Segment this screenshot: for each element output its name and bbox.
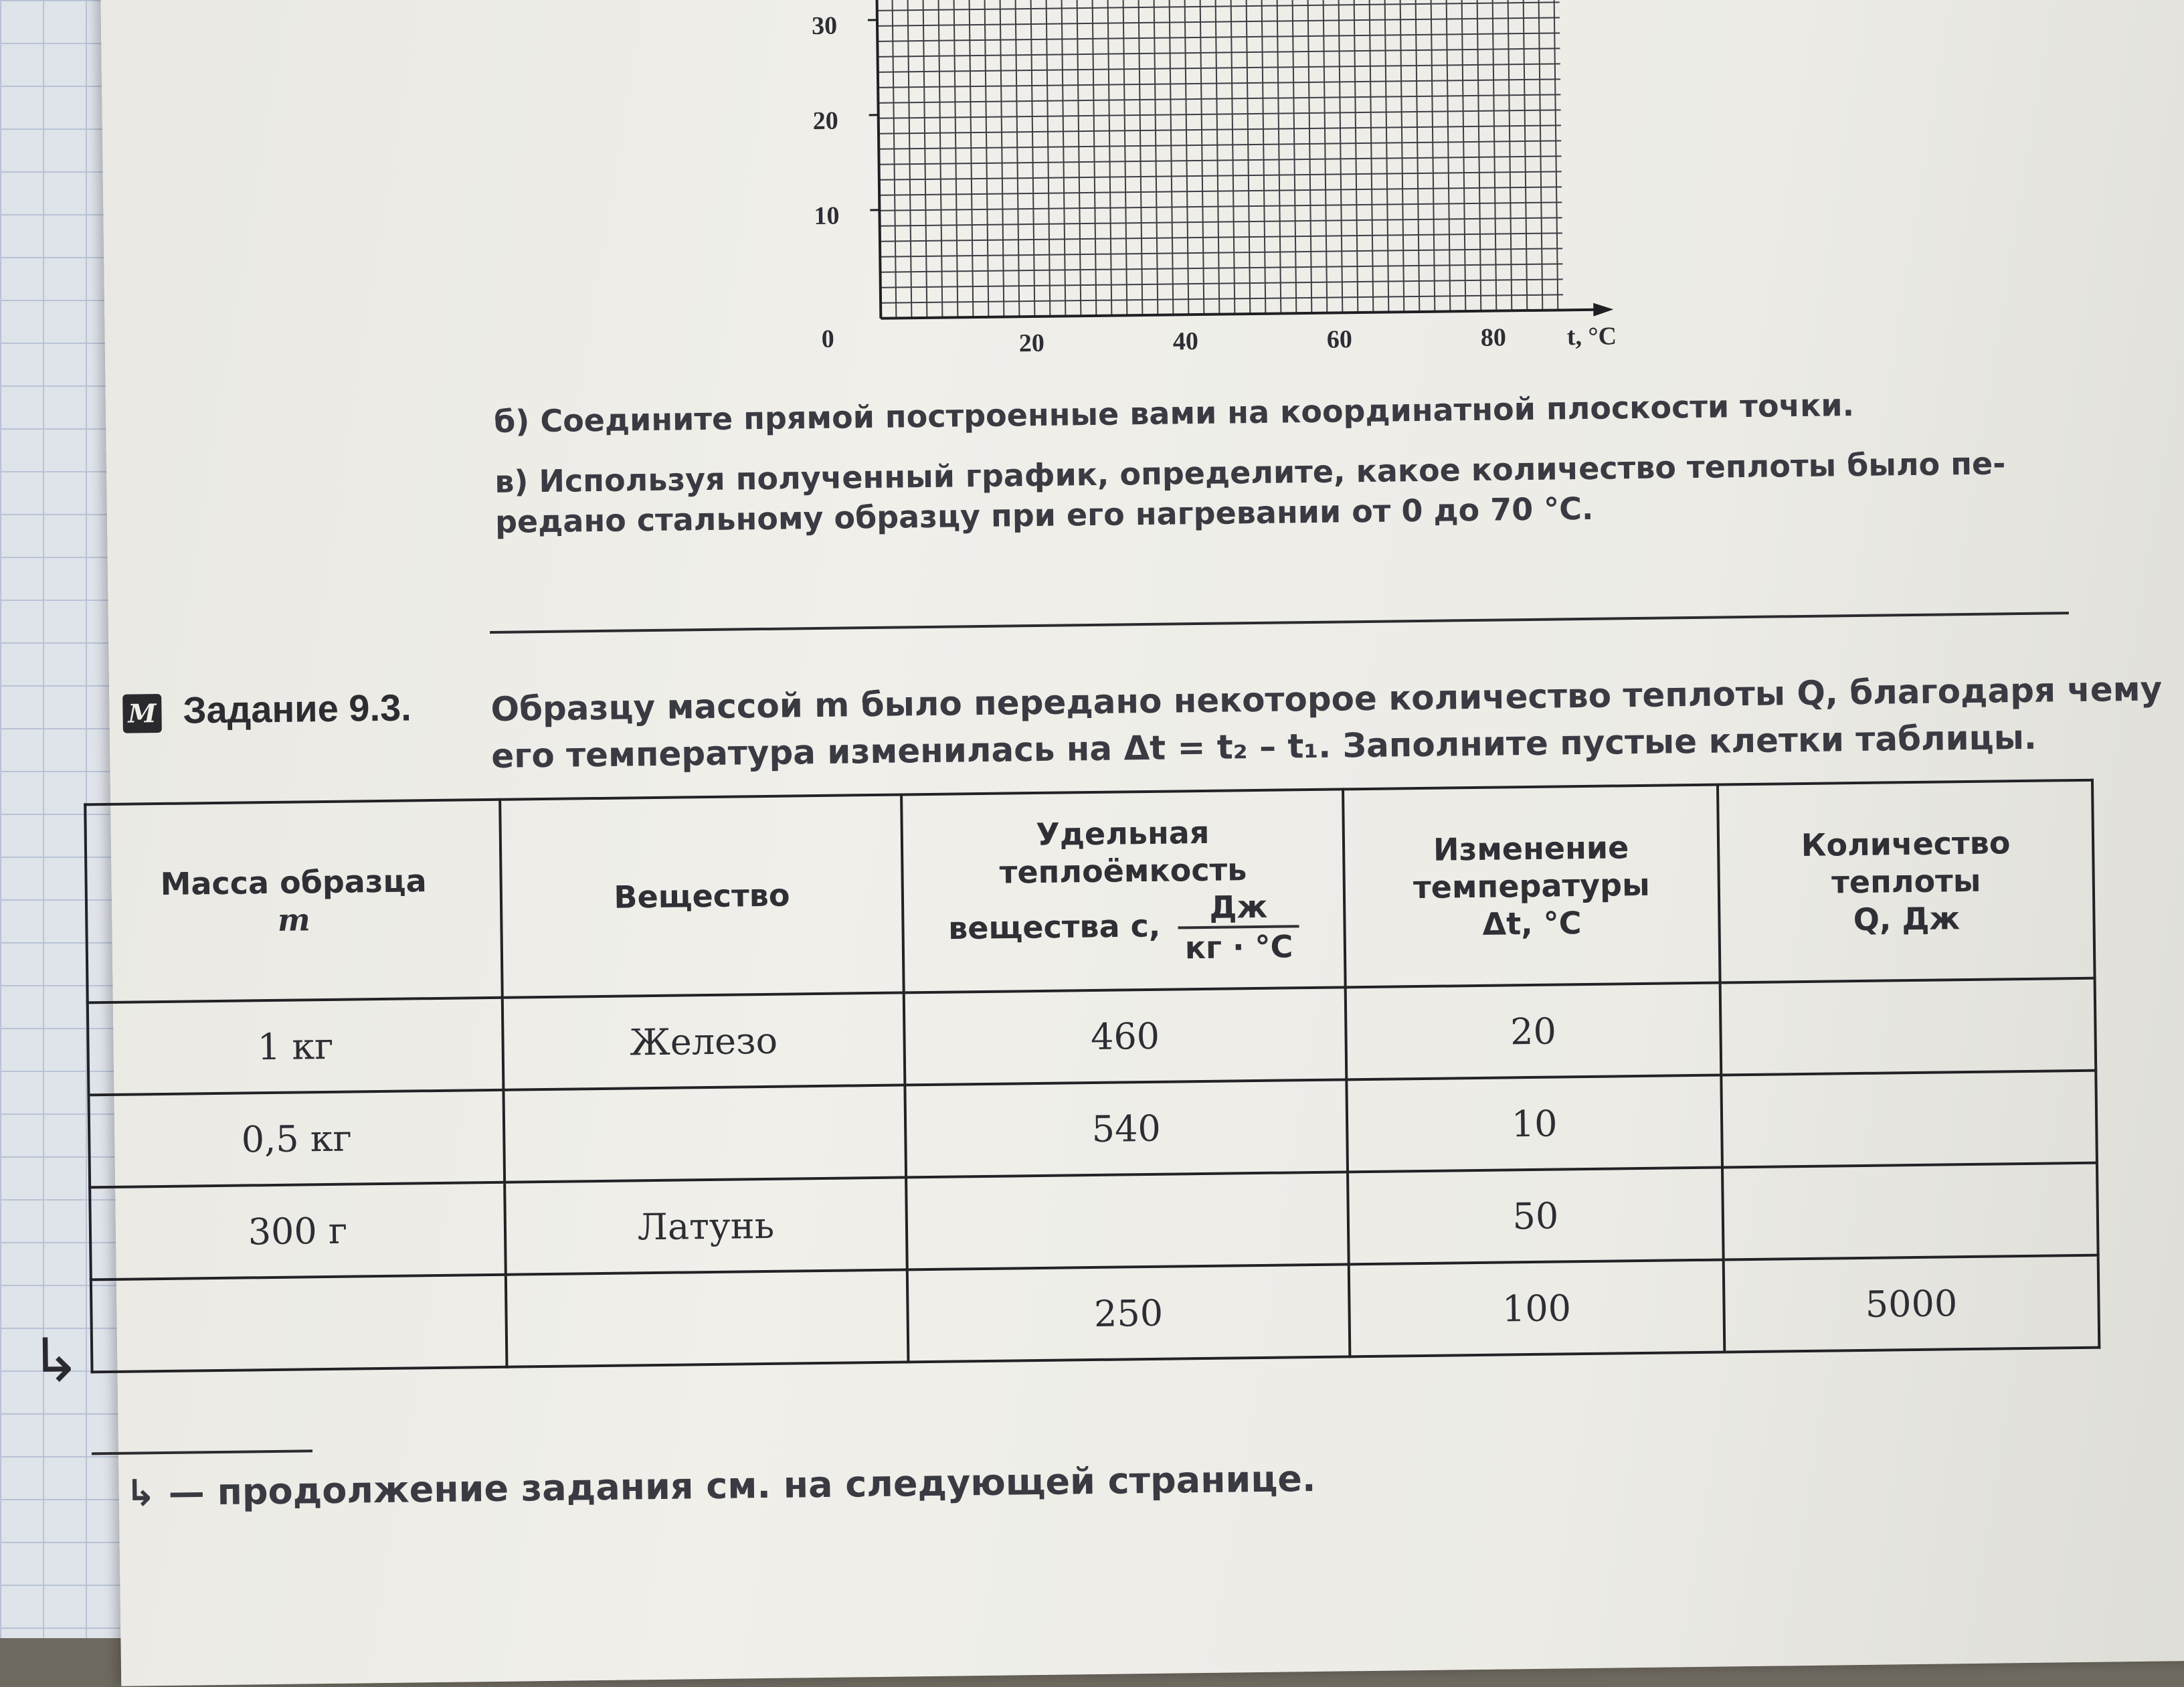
footnote [125, 1457, 1315, 1514]
x-tick-80: 80 [1453, 323, 1534, 353]
header-q-line2: теплоты [1831, 863, 1981, 901]
cell-heat-quantity[interactable] [1721, 1071, 2097, 1168]
grid-lines [776, 0, 1785, 393]
heat-table [84, 779, 2100, 1374]
cell-heat-capacity: 540 [905, 1079, 1348, 1177]
cell-heat-capacity: 250 [907, 1264, 1350, 1362]
x-tick-20: 20 [992, 328, 1073, 358]
header-q-line1: Количество [1801, 824, 2010, 863]
cell-mass: 1 кг [88, 998, 504, 1095]
cell-heat-capacity: 460 [904, 987, 1347, 1085]
task-text-line1: Образцу массой m было передано некоторое количество теплоты Q, благодаря чему [490, 669, 2162, 729]
header-heat-cap-line3: вещества c, [948, 907, 1161, 946]
x-axis-label: t, °C [1567, 321, 1617, 351]
header-dt-line3: Δt, °C [1482, 905, 1581, 942]
cell-mass: 0,5 кг [88, 1090, 505, 1188]
header-temp-change [1343, 785, 1720, 988]
task-title: Задание 9.3. [183, 685, 412, 731]
header-mass-label: Масса образца [160, 863, 427, 902]
item-v-text-line1: в) Используя полученный график, определите, какое количество теплоты было пе- [494, 445, 2006, 500]
task-m-icon: M [122, 694, 162, 733]
header-heat-quantity [1718, 780, 2095, 983]
header-substance: Вещество [500, 794, 904, 997]
item-v-text-line2: редано стальному образцу при его нагревании от 0 до 70 °C. [495, 491, 1594, 540]
footnote-arrow-icon: ↳ [125, 1472, 156, 1514]
y-tick-30: 30 [777, 11, 838, 41]
table-header-row [85, 780, 2094, 1003]
continuation-arrow-icon: ↳ [30, 1326, 82, 1397]
footnote-text: — продолжение задания см. на следующей странице. [168, 1457, 1315, 1514]
header-heat-cap-line1: Удельная [1036, 814, 1210, 853]
cell-heat-quantity[interactable] [1720, 978, 2096, 1075]
unit-numerator: Дж [1178, 887, 1299, 929]
workbook-page [100, 0, 2184, 1686]
cell-temp-change: 10 [1346, 1075, 1722, 1172]
task-text-line2: его температура изменилась на Δt = t₂ – t₁. Заполните пустые клетки таблицы. [491, 718, 2037, 776]
item-b-text: б) Соедините прямой построенные вами на координатной плоскости точки. [494, 387, 1854, 440]
cell-mass[interactable] [91, 1275, 507, 1372]
answer-line [490, 612, 2069, 634]
cell-substance: Латунь [505, 1177, 907, 1274]
x-tick-60: 60 [1299, 325, 1380, 355]
x-tick-40: 40 [1146, 326, 1226, 356]
header-dt-line1: Изменение [1433, 829, 1629, 868]
y-tick-20: 20 [778, 106, 839, 137]
header-q-line3: Q, Дж [1853, 900, 1960, 938]
coordinate-grid [776, 0, 1785, 393]
footnote-rule [92, 1449, 312, 1455]
header-mass-symbol: m [278, 901, 310, 938]
cell-temp-change: 20 [1346, 983, 1722, 1080]
header-mass [85, 800, 503, 1003]
heat-cap-unit-fraction [1178, 887, 1300, 966]
cell-heat-quantity: 5000 [1724, 1255, 2100, 1352]
header-heat-cap-line2: теплоёмкость [999, 851, 1247, 891]
origin-label: 0 [774, 325, 834, 355]
header-dt-line2: температуры [1413, 867, 1650, 905]
y-tick-10: 10 [779, 201, 840, 232]
cell-temp-change: 100 [1349, 1260, 1725, 1357]
unit-denominator: кг · °C [1178, 927, 1299, 966]
cell-heat-capacity[interactable] [906, 1172, 1349, 1269]
cell-substance[interactable] [506, 1269, 909, 1366]
cell-heat-quantity[interactable] [1722, 1163, 2098, 1260]
cell-substance[interactable] [503, 1085, 906, 1182]
header-heat-capacity [901, 789, 1346, 992]
cell-substance: Железо [503, 992, 905, 1089]
cell-mass: 300 г [90, 1182, 506, 1280]
cell-temp-change: 50 [1348, 1168, 1724, 1265]
